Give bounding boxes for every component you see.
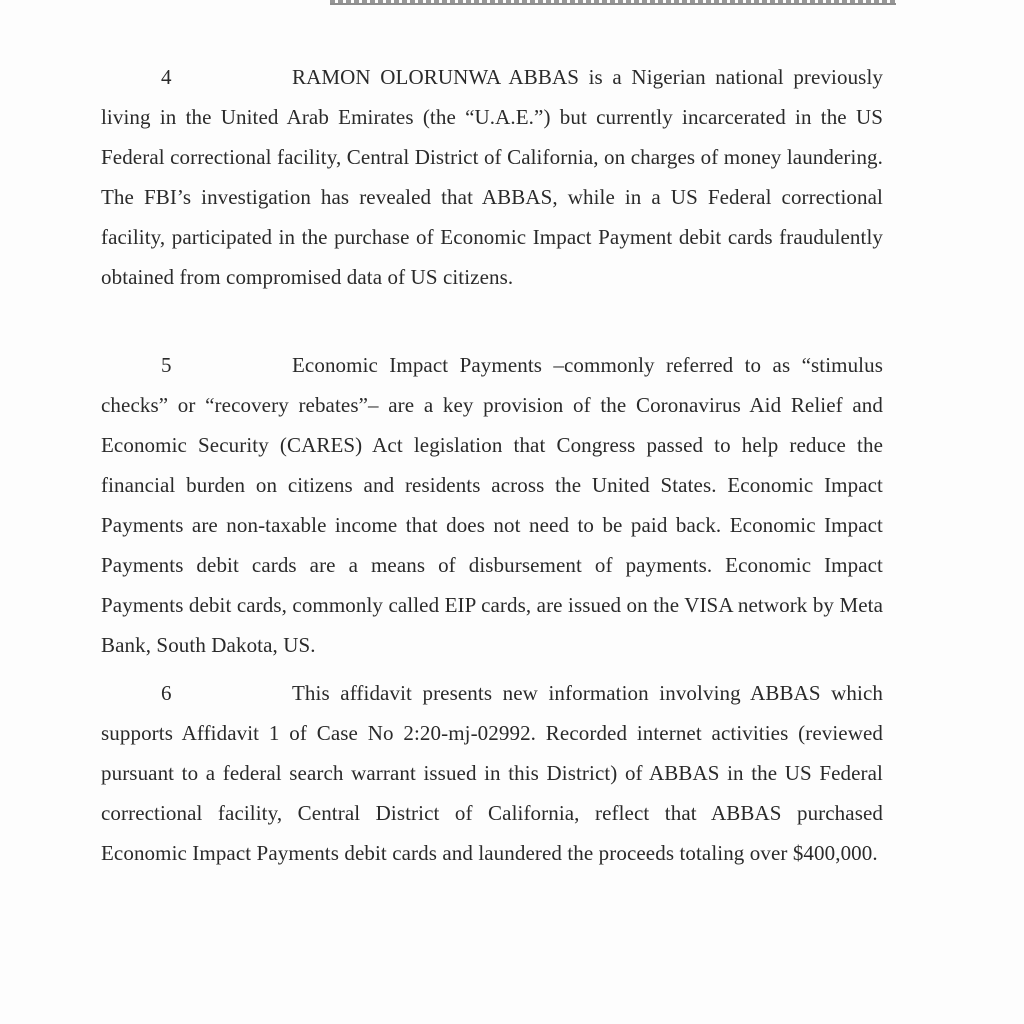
paragraph-text: RAMON OLORUNWA ABBAS is a Nigerian national previously living in the United Arab Emirates (the “U.A.E.”) but currently incarcerated in the US Federal correctional facility, Central District of California, on charges of money laundering. The FBI’s investigation has revealed that ABBAS, while in a US Federal correctional facility, participated in the purchase of Economic Impact Payment debit cards fraudulently obtained from compromised data of US citizens. [101, 65, 883, 289]
paragraph-number: 5 [161, 353, 172, 377]
heading-section-mark [270, 0, 282, 3]
paragraph-6 [101, 673, 883, 873]
paragraph-number: 6 [161, 681, 172, 705]
cut-off-section-heading [270, 0, 900, 5]
heading-underline [330, 0, 896, 5]
paragraph-text: Economic Impact Payments –commonly referred to as “stimulus checks” or “recovery rebates”– are a key provision of the Coronavirus Aid Relief and Economic Security (CARES) Act legislation that Congress passed to help reduce the financial burden on citizens and residents across the United States. Economic Impact Payments are non-taxable income that does not need to be paid back. Economic Impact Payments debit cards are a means of disbursement of payments. Economic Impact Payments debit cards, commonly called EIP cards, are issued on the VISA network by Meta Bank, South Dakota, US. [101, 353, 883, 657]
paragraph-text: This affidavit presents new information involving ABBAS which supports Affidavit 1 of Case No 2:20-mj-02992. Recorded internet activities (reviewed pursuant to a federal search warrant issued in this District) of ABBAS in the US Federal correctional facility, Central District of California, reflect that ABBAS purchased Economic Impact Payments debit cards and laundered the proceeds totaling over $400,000. [101, 681, 883, 865]
paragraph-4 [101, 57, 883, 297]
paragraph-5 [101, 345, 883, 665]
paragraph-number: 4 [161, 65, 172, 89]
